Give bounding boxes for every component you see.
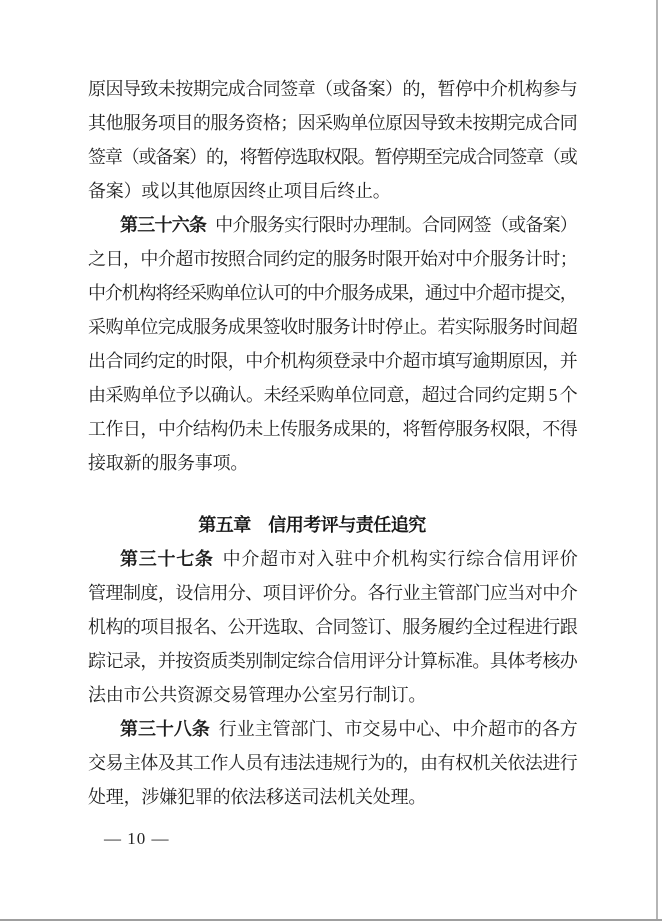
article-term: 第三十七条 [120, 549, 214, 569]
text-line [88, 712, 576, 746]
paragraph-article-38 [88, 712, 576, 814]
text-line: 机构的项目报名、公开选取、合同签订、服务履约全过程进行跟 [88, 617, 576, 637]
text-line: 踪记录，并按资质类别制定综合信用评分计算标准。具体考核办 [88, 651, 576, 671]
paragraph-article-37 [88, 542, 576, 712]
text-line: 法由市公共资源交易管理办公室另行制订。 [88, 685, 427, 705]
text-line [88, 208, 576, 242]
text-line: 处理，涉嫌犯罪的依法移送司法机关处理。 [88, 787, 427, 807]
text-line: 之日，中介超市按照合同约定的服务时限开始对中介服务计时； [88, 249, 576, 269]
text-line: 由采购单位予以确认。未经采购单位同意，超过合同约定期 5 个 [88, 385, 576, 405]
text-line: 原因导致未按期完成合同签章（或备案）的，暂停中介机构参与 [88, 79, 576, 99]
page-number: — 10 — [104, 829, 170, 848]
text-line: 出合同约定的时限，中介机构须登录中介超市填写逾期原因，并 [88, 351, 576, 371]
article-term: 第三十六条 [120, 215, 207, 235]
scan-edge-right [656, 0, 658, 920]
paragraph-article-36 [88, 208, 576, 480]
text-line: 采购单位完成服务成果签收时服务计时停止。若实际服务时间超 [88, 317, 576, 337]
text-line: 中介机构将经采购单位认可的中介服务成果，通过中介超市提交， [88, 283, 576, 303]
paragraph-continued [88, 72, 576, 208]
chapter-heading: 第五章 信用考评与责任追究 [198, 515, 426, 535]
article-first-text: 中介超市对入驻中介机构实行综合信用评价 [222, 549, 576, 569]
article-first-text: 行业主管部门、市交易中心、中介超市的各方 [218, 719, 576, 739]
scan-edge-bottom [0, 919, 662, 921]
text-line: 工作日，中介结构仍未上传服务成果的，将暂停服务权限，不得 [88, 419, 576, 439]
text-line: 签章（或备案）的，将暂停选取权限。暂停期至完成合同签章（或 [88, 147, 576, 167]
text-line: 交易主体及其工作人员有违法违规行为的，由有权机关依法进行 [88, 753, 576, 773]
text-line: 接取新的服务事项。 [88, 453, 249, 473]
text-line: 其他服务项目的服务资格；因采购单位原因导致未按期完成合同 [88, 113, 576, 133]
article-first-text: 中介服务实行限时办理制。合同网签（或备案） [215, 215, 577, 235]
page-content [88, 72, 576, 814]
article-term: 第三十八条 [120, 719, 210, 739]
text-line: 备案）或以其他原因终止项目后终止。 [88, 181, 391, 201]
text-line: 管理制度，设信用分、项目评价分。各行业主管部门应当对中介 [88, 583, 576, 603]
text-line [88, 542, 576, 576]
